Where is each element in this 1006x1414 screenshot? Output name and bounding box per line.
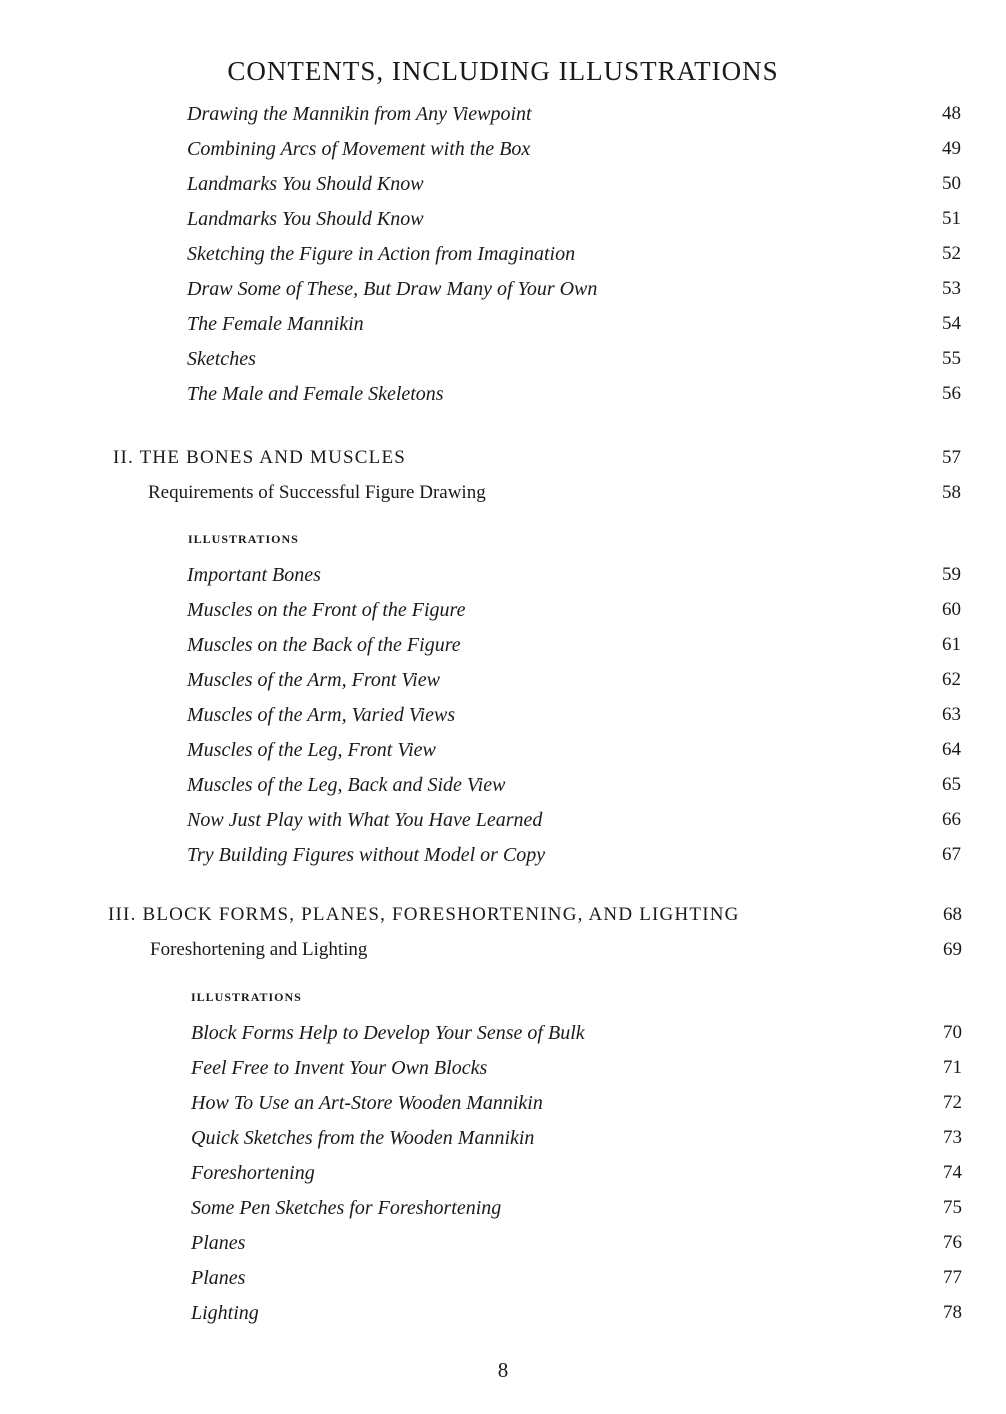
page-title: CONTENTS, INCLUDING ILLUSTRATIONS — [227, 56, 779, 86]
toc-entry — [191, 1018, 962, 1048]
toc-entry — [187, 134, 961, 164]
toc-entry — [187, 344, 961, 374]
entry-title: Muscles of the Leg, Front View — [187, 739, 436, 761]
entry-title: Planes — [191, 1267, 246, 1289]
toc-entry — [187, 560, 961, 590]
entry-title: Drawing the Mannikin from Any Viewpoint — [187, 103, 532, 125]
toc-entry — [187, 665, 961, 695]
entry-page-number: 73 — [943, 1127, 962, 1148]
toc-entry — [187, 274, 961, 304]
toc-entry — [187, 735, 961, 765]
page-number: 8 — [497, 1358, 509, 1382]
entry-page-number: 61 — [942, 634, 961, 655]
entry-page-number: 51 — [942, 208, 961, 229]
entry-title: Landmarks You Should Know — [187, 208, 424, 230]
toc-entry — [187, 770, 961, 800]
entry-title: Lighting — [191, 1302, 259, 1324]
entry-page-number: 56 — [942, 383, 961, 404]
entry-page-number: 57 — [942, 447, 961, 468]
entry-page-number: 71 — [943, 1057, 962, 1078]
toc-entry — [191, 1193, 962, 1223]
toc-entry — [191, 1158, 962, 1188]
entry-page-number: 70 — [943, 1022, 962, 1043]
entry-page-number: 49 — [942, 138, 961, 159]
entry-page-number: 78 — [943, 1302, 962, 1323]
toc-entry — [187, 700, 961, 730]
section-title: II. THE BONES AND MUSCLES — [113, 447, 407, 468]
entry-title: Some Pen Sketches for Foreshortening — [191, 1197, 502, 1219]
entry-page-number: 59 — [942, 564, 961, 585]
entry-title: Quick Sketches from the Wooden Mannikin — [191, 1127, 535, 1149]
toc-subentry — [150, 935, 962, 965]
entry-page-number: 72 — [943, 1092, 962, 1113]
toc-entry — [191, 1263, 962, 1293]
entry-page-number: 65 — [942, 774, 961, 795]
entry-page-number: 69 — [943, 939, 962, 960]
entry-title: Planes — [191, 1232, 246, 1254]
illustrations-label: ILLUSTRATIONS — [191, 990, 302, 1004]
entry-page-number: 77 — [943, 1267, 962, 1288]
entry-title: Foreshortening — [191, 1162, 315, 1184]
entry-title: Block Forms Help to Develop Your Sense of Bulk — [191, 1022, 585, 1044]
toc-entry — [191, 1123, 962, 1153]
entry-page-number: 74 — [943, 1162, 962, 1183]
entry-title: Try Building Figures without Model or Copy — [187, 844, 546, 866]
toc-entry — [187, 309, 961, 339]
entry-title: Feel Free to Invent Your Own Blocks — [191, 1057, 488, 1079]
entry-page-number: 48 — [942, 103, 961, 124]
toc-entry — [187, 204, 961, 234]
entry-page-number: 55 — [942, 348, 961, 369]
entry-title: Sketching the Figure in Action from Imagination — [187, 243, 576, 265]
entry-page-number: 63 — [942, 704, 961, 725]
entry-title: Combining Arcs of Movement with the Box — [187, 138, 531, 160]
section-heading — [113, 443, 961, 473]
entry-title: Now Just Play with What You Have Learned — [187, 809, 543, 831]
entry-title: Requirements of Successful Figure Drawing — [148, 482, 486, 503]
entry-page-number: 52 — [942, 243, 961, 264]
entry-title: Draw Some of These, But Draw Many of Your Own — [187, 278, 598, 300]
entry-title: Landmarks You Should Know — [187, 173, 424, 195]
toc-subentry — [148, 478, 961, 508]
entry-title: Muscles on the Front of the Figure — [187, 599, 466, 621]
toc-entry — [187, 169, 961, 199]
entry-page-number: 53 — [942, 278, 961, 299]
entry-title: Muscles of the Arm, Varied Views — [187, 704, 456, 726]
entry-title: How To Use an Art-Store Wooden Mannikin — [191, 1092, 543, 1114]
entry-page-number: 76 — [943, 1232, 962, 1253]
entry-page-number: 67 — [942, 844, 961, 865]
toc-entry — [187, 840, 961, 870]
entry-page-number: 62 — [942, 669, 961, 690]
toc-entry — [187, 239, 961, 269]
entry-page-number: 66 — [942, 809, 961, 830]
toc-entry — [191, 1298, 962, 1328]
section-heading — [108, 900, 962, 930]
entry-page-number: 50 — [942, 173, 961, 194]
entry-title: Muscles on the Back of the Figure — [187, 634, 461, 656]
toc-entry — [187, 99, 961, 129]
toc-entry — [187, 595, 961, 625]
entry-title: Muscles of the Leg, Back and Side View — [187, 774, 506, 796]
entry-page-number: 60 — [942, 599, 961, 620]
entry-page-number: 54 — [942, 313, 961, 334]
illustrations-label: ILLUSTRATIONS — [188, 532, 299, 546]
entry-page-number: 75 — [943, 1197, 962, 1218]
toc-entry — [191, 1053, 962, 1083]
entry-title: Muscles of the Arm, Front View — [187, 669, 440, 691]
toc-entry — [187, 379, 961, 409]
toc-entry — [191, 1088, 962, 1118]
toc-entry — [187, 630, 961, 660]
entry-page-number: 68 — [943, 904, 962, 925]
toc-entry — [187, 805, 961, 835]
entry-title: The Female Mannikin — [187, 313, 364, 335]
entry-page-number: 58 — [942, 482, 961, 503]
entry-title: Important Bones — [187, 564, 321, 586]
entry-title: The Male and Female Skeletons — [187, 383, 444, 405]
entry-page-number: 64 — [942, 739, 961, 760]
entry-title: Foreshortening and Lighting — [150, 939, 368, 960]
entry-title: Sketches — [187, 348, 256, 370]
toc-entry — [191, 1228, 962, 1258]
section-title: III. BLOCK FORMS, PLANES, FORESHORTENING, AND LIGHTING — [108, 904, 740, 925]
